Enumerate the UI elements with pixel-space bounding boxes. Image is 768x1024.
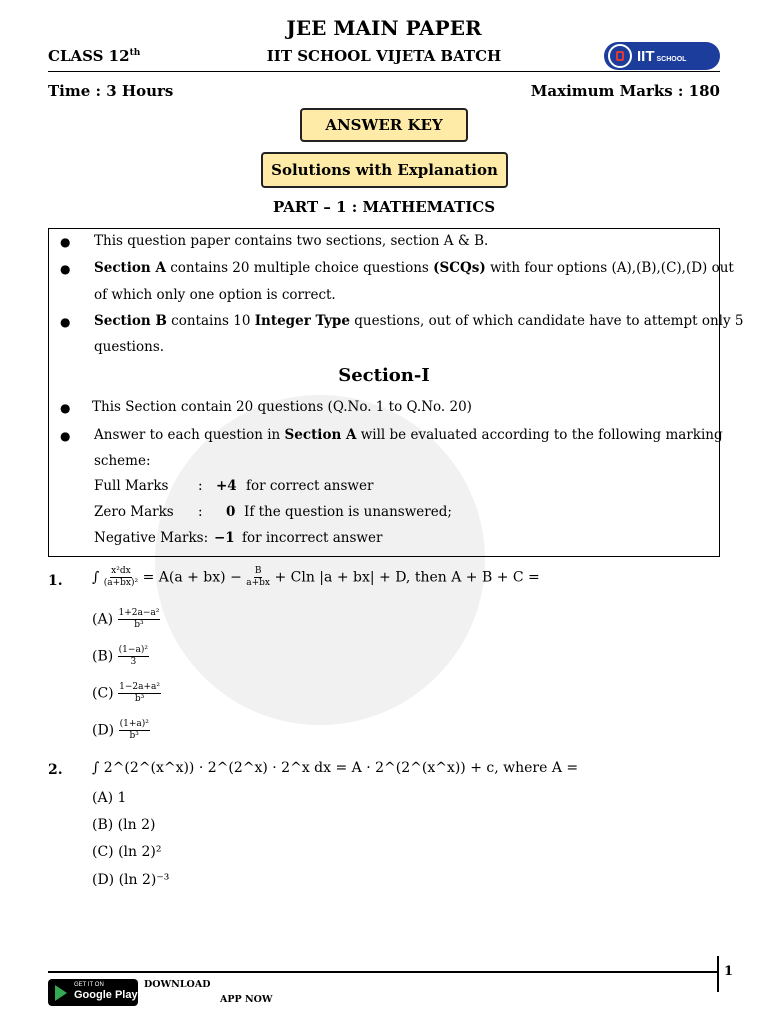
iit-school-logo: IIT SCHOOL	[604, 42, 720, 70]
section-info: Answer to each question in Section A will be evaluated according to the following marking	[94, 427, 723, 443]
bullet: ●	[60, 429, 71, 443]
instruction-line: Section A contains 20 multiple choice questions (SCQs) with four options (A),(B),(C),(D) out	[94, 260, 734, 276]
page-marker	[717, 956, 719, 992]
solutions-badge: Solutions with Explanation	[261, 152, 508, 188]
full-marks-desc: for correct answer	[246, 478, 374, 494]
page-number: 1	[724, 964, 734, 979]
google-play-badge[interactable]: GET IT ON Google Play	[48, 979, 138, 1006]
option-d: (D) $\frac{\text{(1+a)²}}{\text{b³}}$	[92, 719, 149, 741]
bullet: ●	[60, 262, 71, 276]
zero-marks-label: Zero Marks	[94, 504, 174, 520]
part-title: PART – 1 : MATHEMATICS	[272, 198, 496, 216]
footer-divider	[48, 971, 718, 973]
bullet: ●	[60, 401, 71, 415]
negative-marks-desc: for incorrect answer	[242, 530, 383, 546]
google-play-icon	[55, 985, 67, 1001]
question-number: 1.	[48, 573, 63, 589]
option-c: (C) (ln 2)²	[92, 844, 162, 860]
header-divider	[48, 71, 720, 72]
instruction-line: of which only one option is correct.	[94, 287, 336, 303]
paper-title: JEE MAIN PAPER	[286, 16, 482, 40]
section-info: This Section contain 20 questions (Q.No. 1 to Q.No. 20)	[92, 399, 472, 415]
colon: :	[198, 504, 203, 520]
section-info: scheme:	[94, 453, 151, 469]
full-marks-value: +4	[216, 478, 237, 494]
instruction-line: questions.	[94, 339, 165, 355]
max-marks: Maximum Marks : 180	[530, 82, 720, 100]
zero-marks-value: 0	[226, 504, 236, 520]
option-b: (B) (ln 2)	[92, 817, 156, 833]
option-c: (C) $\frac{\text{1−2a+a²}}{\text{b³}}$	[92, 682, 160, 704]
full-marks-label: Full Marks	[94, 478, 169, 494]
answer-key-badge: ANSWER KEY	[300, 108, 468, 142]
question-2-text: ∫ 2^(2^(x^x)) · 2^(2^x) · 2^x dx = A · 2^(2^(x^x)) + c, where A =	[92, 760, 579, 776]
colon: :	[198, 478, 203, 494]
fraction: $\frac{B}{a+bx}$	[246, 566, 271, 588]
option-b: (B) $\frac{\text{(1−a)²}}{3}$	[92, 645, 148, 667]
option-a: (A) 1	[92, 790, 127, 806]
section-title: Section-I	[338, 365, 430, 386]
bullet: ●	[60, 315, 71, 329]
class-label: CLASS 12th	[48, 47, 141, 65]
question-1-text: ∫ $\frac{\text{x²dx}}{\text{(a+bx)²}}$ = A(a + bx) − $\frac{B}{a+bx}$ + Cln |a + bx| + D, then A + B + C =	[92, 566, 540, 588]
logo-emblem-icon	[608, 44, 632, 68]
download-text: DOWNLOAD	[144, 979, 211, 990]
instruction-line: Section B contains 10 Integer Type questions, out of which candidate have to attempt only 5	[94, 313, 744, 329]
zero-marks-desc: If the question is unanswered;	[244, 504, 452, 520]
negative-marks-label: Negative Marks:	[94, 530, 209, 546]
batch-name: IIT SCHOOL VIJETA BATCH	[266, 47, 502, 65]
bullet: ●	[60, 235, 71, 249]
option-a: (A) $\frac{\text{1+2a−a²}}{\text{b³}}$	[92, 608, 160, 630]
negative-marks-value: −1	[214, 530, 235, 546]
option-d: (D) (ln 2)⁻³	[92, 872, 170, 888]
exam-time: Time : 3 Hours	[48, 82, 174, 100]
fraction: $\frac{\text{x²dx}}{\text{(a+bx)²}}$	[103, 566, 139, 588]
question-number: 2.	[48, 762, 63, 778]
app-now-text: APP NOW	[220, 994, 273, 1005]
instruction-line: This question paper contains two sections, section A & B.	[94, 233, 489, 249]
